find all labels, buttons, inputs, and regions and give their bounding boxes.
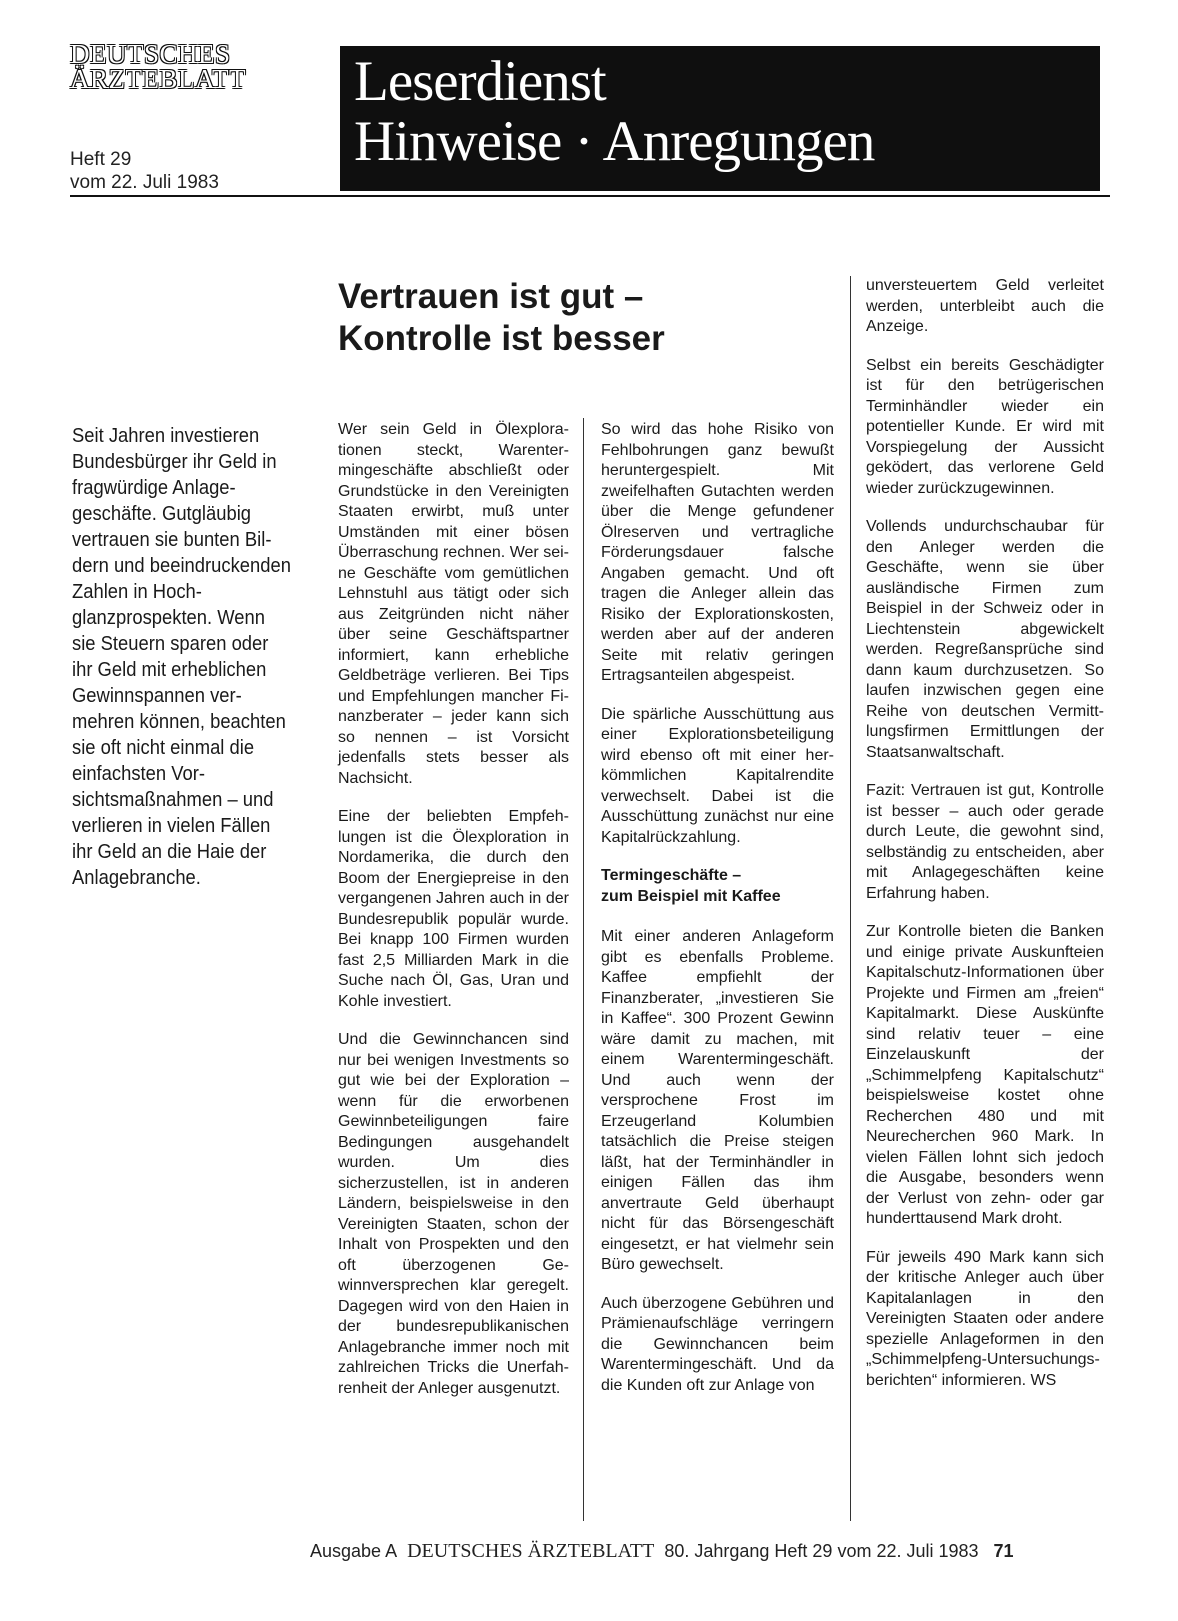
subheading-line-2: zum Beispiel mit Kaffee — [601, 887, 781, 905]
paragraph: So wird das hohe Risiko von Fehlbohrungen ganz bewußt heruntergespielt. Mit zweifelhaften Gutachten werden über die Menge gefundener Ölreserven und vertragliche Förderungsdauer falsche Angaben gemacht. Und oft tragen die Anleger allein das Risiko der Explorationskosten, werden aber auf der anderen Seite mit relativ geringen Ertragsanteilen abgespeist. — [601, 421, 834, 684]
paragraph: Fazit: Vertrauen ist gut, Kontrolle ist besser – auch oder gerade durch Leute, die gewohnt sind, selbständig zu entscheiden, aber mit Anlagegeschäften keine Erfahrung haben. — [866, 782, 1104, 902]
logo-line-2: ÄRZTEBLATT — [70, 64, 246, 94]
paragraph: Mit einer anderen Anlageform gibt es ebenfalls Probleme. Kaffee empfiehlt der Finanzberater, „investieren Sie in Kaffee“. 300 Prozent Gewinn wäre damit zu machen, mit einem Warentermingeschäft. Und auch wenn der versprochene Frost im Erzeugerland Kolumbien tatsächlich die Preise steigen läßt, hat der Terminhändler in einigen Fällen das ihm anvertraute Geld überhaupt nicht für das Börsengeschäft eingesetzt, er hat vielmehr sein Büro gewechselt. — [601, 928, 834, 1273]
logo-line-1: DEUTSCHES — [70, 39, 231, 69]
paragraph: Und die Gewinnchancen sind nur bei wenigen Investments so gut wie bei der Exploration – wenn für die erworbenen Gewinnbeteiligungen faire Bedingungen ausgehandelt wurden. Um dies sicherzustellen, ist in anderen Ländern, beispielsweise in den Vereinigten Staaten, schon der Inhalt von Prospekten und den oft überzogenen Gewinnversprechen klar geregelt. Dagegen wird von den Haien in der bundesrepublikanischen Anlagebranche immer noch mit zahlreichen Tricks die Unerfahrenheit der Anleger ausgenutzt. — [338, 1031, 569, 1397]
issue-number: Heft 29 — [70, 149, 132, 170]
subheading — [601, 866, 834, 907]
article-headline — [338, 276, 808, 360]
article-column-2 — [601, 420, 834, 1414]
journal-logo — [70, 39, 320, 94]
paragraph: Selbst ein bereits Geschädigter ist für den betrügerischen Terminhändler wieder ein potentieller Kunde. Er wird mit Vorspiegelung der Aussicht geködert, das verlorene Geld wieder zurückzugewinnen. — [866, 356, 1104, 497]
issue-date: vom 22. Juli 1983 — [70, 172, 219, 193]
footer-edition: Ausgabe A — [310, 1541, 398, 1561]
article-column-3 — [866, 276, 1104, 1409]
section-banner — [340, 46, 1100, 191]
banner-subtitle: Hinweise · Anregungen — [354, 110, 875, 173]
footer-journal: DEUTSCHES ÄRZTEBLATT — [407, 1540, 655, 1562]
page-number: 71 — [993, 1541, 1014, 1561]
column-divider — [583, 418, 584, 1521]
subheading-line-1: Termingeschäfte – — [601, 867, 742, 884]
article-column-1 — [338, 420, 569, 1417]
paragraph: Auch überzogene Gebühren und Prämienaufschläge verringern die Gewinnchancen beim Warentermingeschäft. Und da die Kunden oft zur Anlage von — [601, 1294, 834, 1394]
paragraph: Vollends undurchschaubar für den Anleger werden die Geschäfte, wenn sie über ausländische Firmen zum Beispiel in der Schweiz oder in Liechtenstein abgewickelt werden. Regreßansprüche sind dann kaum durchzusetzen. So laufen inzwischen gegen eine Reihe von deutschen Vermittlungsfirmen Ermittlungen der Staatsanwaltschaft. — [866, 518, 1104, 761]
paragraph: Eine der beliebten Empfehlungen ist die Ölexploration in Nordamerika, die durch den Boom der Energiepreise in den vergangenen Jahren auch in der Bundesrepublik populär wurde. Bei knapp 100 Firmen wurden fast 2,5 Milliarden Mark in die Suche nach Öl, Gas, Uran und Kohle investiert. — [338, 808, 569, 1010]
footer-issue: 80. Jahrgang Heft 29 vom 22. Juli 1983 — [664, 1541, 979, 1561]
paragraph: unversteuertem Geld verleitet werden, unterbleibt auch die Anzeige. — [866, 277, 1104, 335]
banner-title: Leserdienst — [354, 50, 606, 113]
paragraph: Wer sein Geld in Ölexplorationen steckt, Warentermingeschäfte abschließt oder Grundstücke in den Vereinigten Staaten erwirbt, muß unter Umständen mit einer bösen Überraschung rechnen. Wer seine Geschäfte vom gemütlichen Lehnstuhl aus tätigt oder sich aus Zeitgründen nicht näher über seine Geschäftspartner informiert, kann erhebliche Geldbeträge verlieren. Bei Tips und Empfehlungen mancher Finanzberater – jeder kann sich so nennen – ist Vorsicht jedenfalls stets besser als Nachsicht. — [338, 421, 569, 787]
column-divider — [850, 276, 851, 1521]
headline-line-1: Vertrauen ist gut – — [338, 277, 644, 316]
issue-info — [70, 148, 219, 194]
paragraph: Zur Kontrolle bieten die Banken und einige private Auskunfteien Kapitalschutz-Informationen über Projekte und Firmen am „freien“ Kapitalmarkt. Diese Auskünfte sind relativ teuer – eine Einzelauskunft der „Schimmelpfeng Kapitalschutz“ beispielsweise kostet ohne Recherchen 480 und mit Neurecherchen 960 Mark. In vielen Fällen lohnt sich jedoch die Ausgabe, besonders wenn der Verlust von zehn- oder gar hunderttausend Mark droht. — [866, 923, 1104, 1227]
article-lead: Seit Jahren investieren Bundesbürger ihr Geld in fragwürdige Anlagegeschäfte. Gutgläubig vertrauen sie bunten Bildern und beeindruckenden Zahlen in Hochglanzprospekten. Wenn sie Steuern sparen oder ihr Geld mit erheblichen Gewinnspannen vermehren können, beachten sie oft nicht einmal die einfachsten Vorsichtsmaßnahmen – und verlieren in vielen Fällen ihr Geld an die Haie der Anlagebranche. — [72, 425, 291, 889]
paragraph: Die spärliche Ausschüttung aus einer Explorationsbeteiligung wird ebenso oft mit einer herkömmlichen Kapitalrendite verwechselt. Dabei ist die Ausschüttung zunächst nur eine Kapitalrückzahlung. — [601, 705, 834, 846]
paragraph: Für jeweils 490 Mark kann sich der kritische Anleger auch über Kapitalanlagen in den Vereinigten Staaten oder andere spezielle Anlageformen in den „Schimmelpfeng-Untersuchungsberichten“ informieren. WS — [866, 1248, 1104, 1389]
headline-line-2: Kontrolle ist besser — [338, 319, 665, 358]
header-divider — [70, 195, 1110, 197]
page-footer — [310, 1540, 1105, 1563]
